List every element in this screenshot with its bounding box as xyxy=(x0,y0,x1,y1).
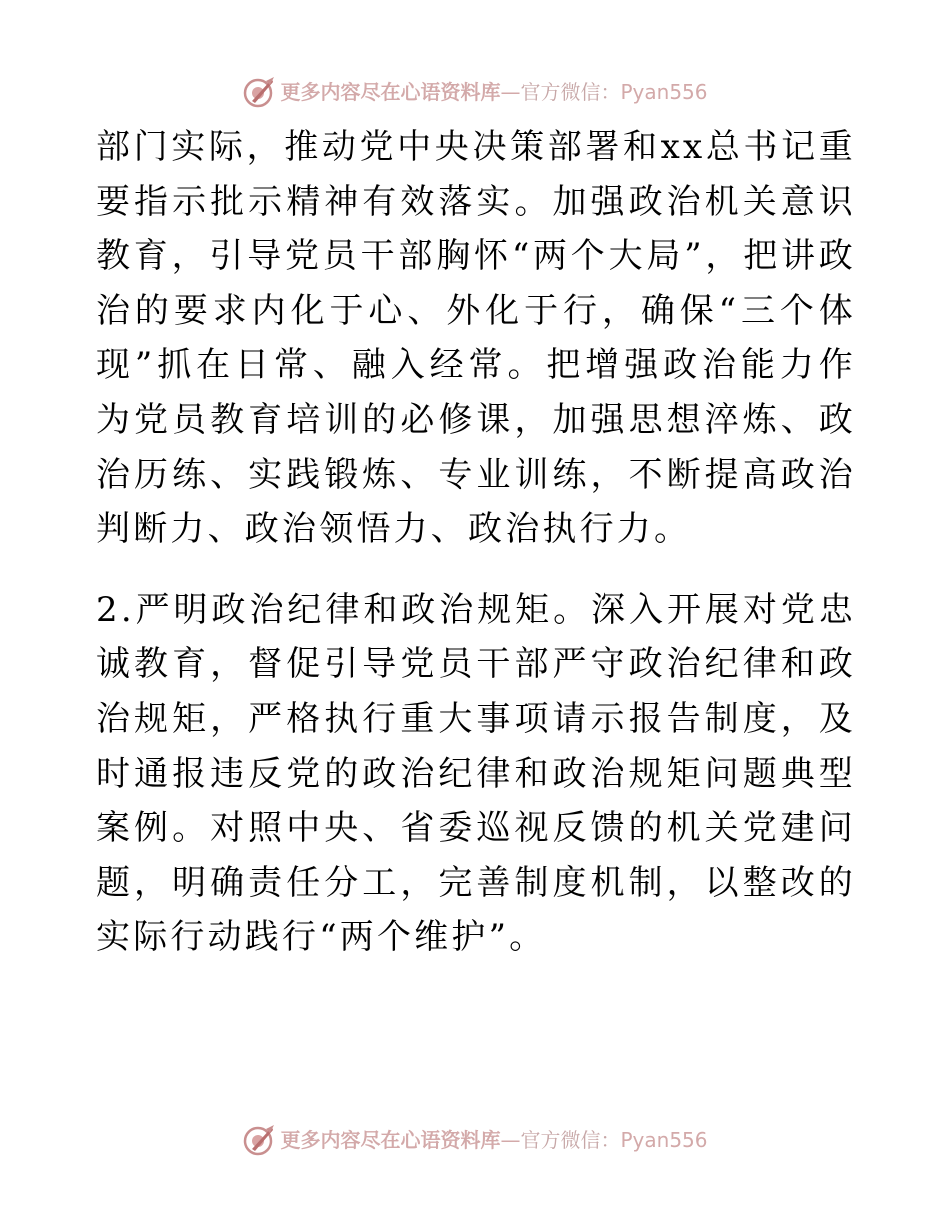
quill-seal-icon xyxy=(242,1123,276,1157)
watermark-wechat-id: Pyan556 xyxy=(620,1128,708,1152)
paragraph-1: 部门实际，推动党中央决策部署和xx总书记重要指示批示精神有效落实。加强政治机关意识教育，引导党员干部胸怀“两个大局”，把讲政治的要求内化于心、外化于行，确保“三个体现”抓在日常、融入经常。把增强政治能力作为党员教育培训的必修课，加强思想淬炼、政治历练、实践锻炼、专业训练，不断提高政治判断力、政治领悟力、政治执行力。 xyxy=(96,127,856,550)
watermark-group xyxy=(242,75,707,109)
quill-seal-icon xyxy=(242,75,276,109)
watermark-main-text: 更多内容尽在心语资料库 xyxy=(280,80,501,104)
watermark-group xyxy=(242,1123,707,1157)
watermark-wechat-label: 官方微信： xyxy=(520,1128,621,1152)
watermark-text xyxy=(280,1123,707,1157)
watermark-wechat-id: Pyan556 xyxy=(620,80,708,104)
watermark-main-text: 更多内容尽在心语资料库 xyxy=(280,1128,501,1152)
paragraph-2: 2.严明政治纪律和政治规矩。深入开展对党忠诚教育，督促引导党员干部严守政治纪律和政治规矩，严格执行重大事项请示报告制度，及时通报违反党的政治纪律和政治规矩问题典型案例。对照中央、省委巡视反馈的机关党建问题，明确责任分工，完善制度机制，以整改的实际行动践行“两个维护”。 xyxy=(96,589,856,958)
watermark-text xyxy=(280,75,707,109)
footer-watermark xyxy=(0,1120,950,1160)
document-body xyxy=(96,120,856,965)
watermark-dash: — xyxy=(500,1128,521,1152)
watermark-wechat-label: 官方微信： xyxy=(520,80,621,104)
header-watermark xyxy=(0,72,950,112)
watermark-dash: — xyxy=(500,80,521,104)
